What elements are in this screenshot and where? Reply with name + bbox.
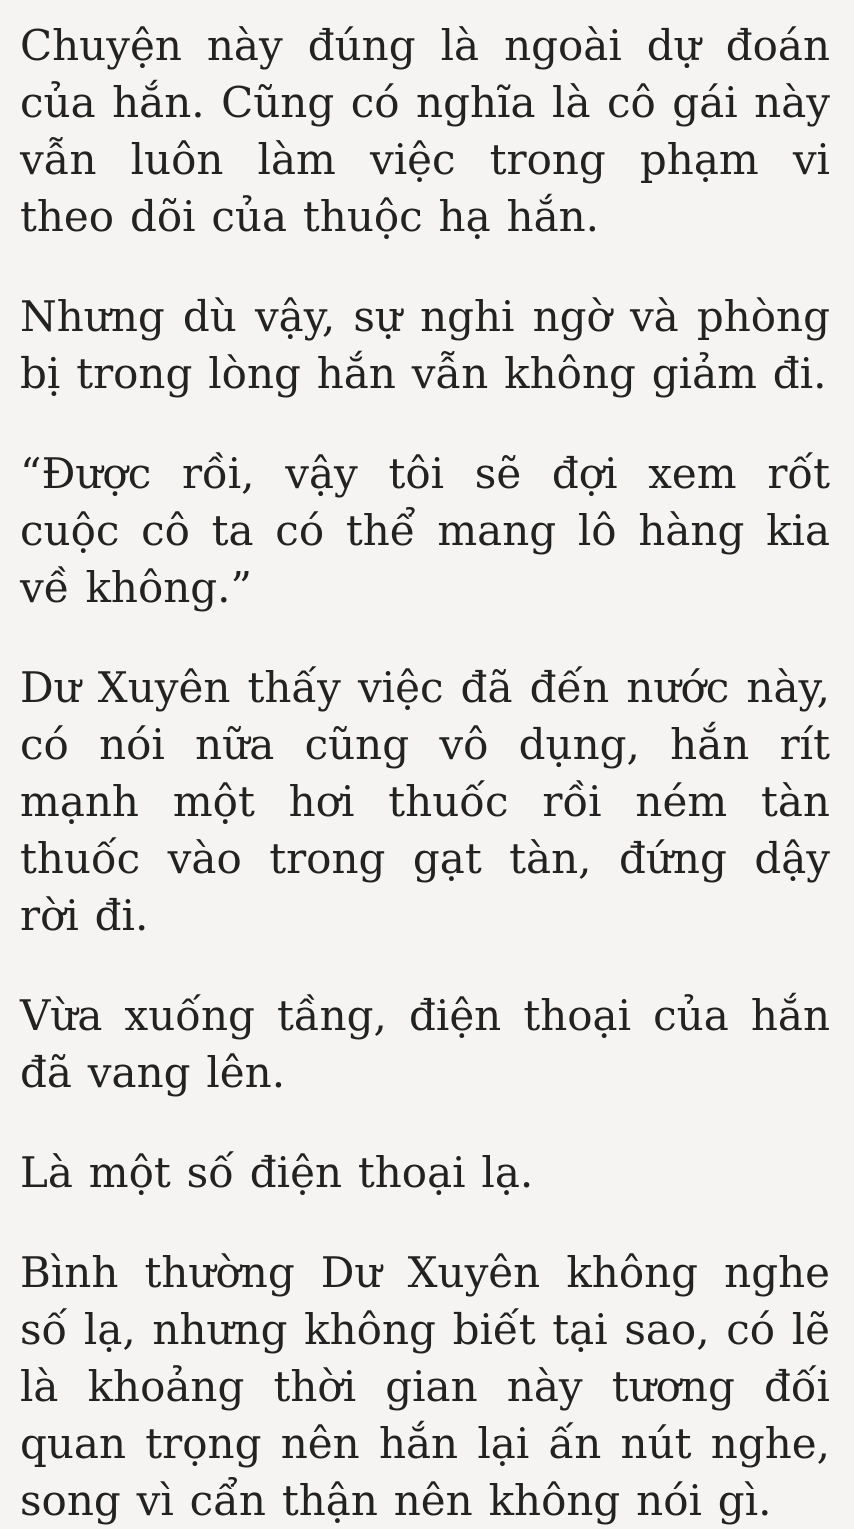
paragraph: Vừa xuống tầng, điện thoại của hắn đã vang lên. — [20, 991, 830, 1097]
paragraph: Nhưng dù vậy, sự nghi ngờ và phòng bị trong lòng hắn vẫn không giảm đi. — [20, 292, 830, 398]
paragraph: Dư Xuyên thấy việc đã đến nước này, có nói nữa cũng vô dụng, hắn rít mạnh một hơi thuốc rồi ném tàn thuốc vào trong gạt tàn, đứng dậy rời đi. — [20, 663, 830, 940]
paragraph: “Được rồi, vậy tôi sẽ đợi xem rốt cuộc cô ta có thể mang lô hàng kia về không.” — [20, 449, 830, 612]
paragraph: Chuyện này đúng là ngoài dự đoán của hắn. Cũng có nghĩa là cô gái này vẫn luôn làm việc trong phạm vi theo dõi của thuộc hạ hắn. — [20, 21, 830, 241]
paragraph: Là một số điện thoại lạ. — [20, 1148, 534, 1197]
paragraph: Bình thường Dư Xuyên không nghe số lạ, nhưng không biết tại sao, có lẽ là khoảng thời gian này tương đối quan trọng nên hắn lại ấn nút nghe, song vì cẩn thận nên không nói gì. — [20, 1248, 830, 1525]
